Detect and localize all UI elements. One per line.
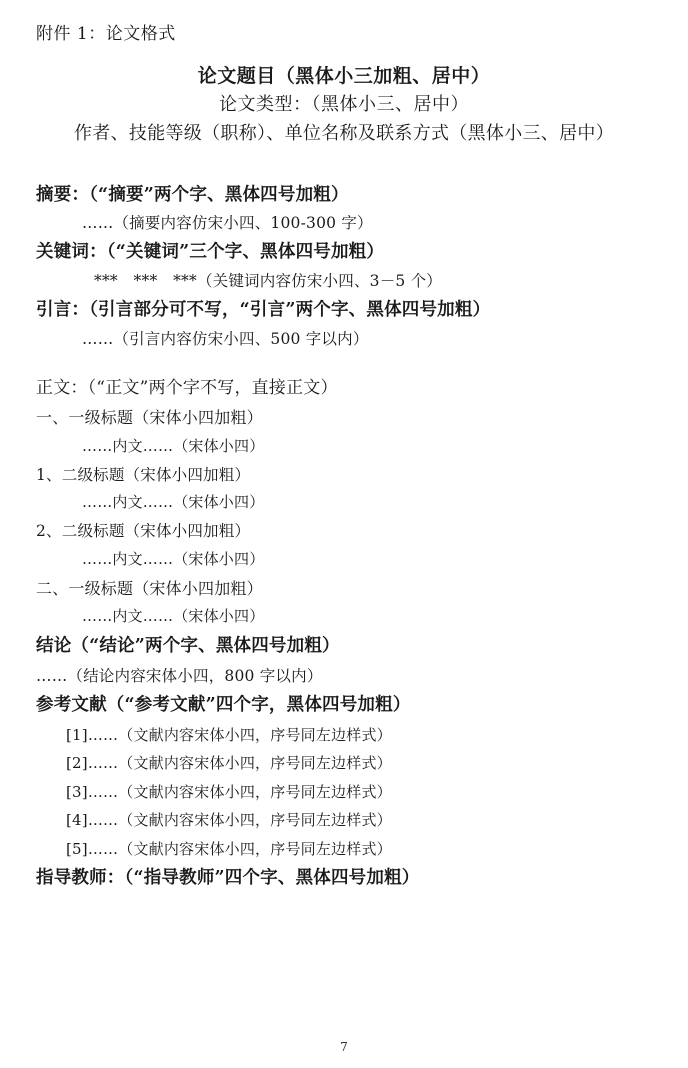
title-block (36, 62, 652, 148)
heading-level1-second: 二、一级标题（宋体小四加粗） (36, 578, 263, 598)
heading-level2-second: 2、二级标题（宋体小四加粗） (36, 522, 251, 541)
heading-level2-first: 1、二级标题（宋体小四加粗） (36, 465, 251, 484)
reference-item: [2]……（文献内容宋体小四，序号同左边样式） (66, 754, 392, 773)
references-heading: 参考文献（“参考文献”四个字，黑体四号加粗） (36, 695, 411, 716)
conclusion-body: ……（结论内容宋体小四，800 字以内） (36, 666, 323, 685)
conclusion-heading: 结论（“结论”两个字、黑体四号加粗） (36, 636, 340, 656)
attachment-label: 附件 1：论文格式 (36, 24, 176, 44)
advisor-heading: 指导教师：（“指导教师”四个字、黑体四号加粗） (36, 868, 420, 889)
keywords-body: *** *** ***（关键词内容仿宋小四、3－5 个） (94, 272, 443, 290)
reference-item: [3]……（文献内容宋体小四，序号同左边样式） (66, 782, 392, 801)
reference-item: [5]……（文献内容宋体小四，序号同左边样式） (66, 839, 392, 858)
document-subtitle: 论文类型：（黑体小三、居中） (219, 93, 469, 115)
introduction-body: ……（引言内容仿宋小四、500 字以内） (82, 329, 369, 348)
author-line: 作者、技能等级（职称）、单位名称及联系方式（黑体小三、居中） (74, 122, 614, 144)
maintext-heading: 正文：（“正文”两个字不写，直接正文） (36, 377, 338, 398)
spacer (36, 353, 652, 373)
reference-item: [1]……（文献内容宋体小四，序号同左边样式） (66, 725, 392, 744)
heading-level2-first-body: ……内文……（宋体小四） (82, 493, 265, 512)
reference-item: [4]……（文献内容宋体小四，序号同左边样式） (66, 811, 392, 830)
spacer (36, 154, 652, 180)
introduction-heading: 引言：（引言部分可不写，“引言”两个字、黑体四号加粗） (36, 300, 491, 321)
heading-level1-first-body: ……内文……（宋体小四） (82, 437, 265, 456)
heading-level1-first: 一、一级标题（宋体小四加粗） (36, 408, 263, 428)
abstract-heading: 摘要：（“摘要”两个字、黑体四号加粗） (36, 184, 349, 205)
page-title: 论文题目（黑体小三加粗、居中） (197, 64, 491, 87)
keywords-heading: 关键词：（“关键词”三个字、黑体四号加粗） (36, 242, 385, 263)
heading-level2-second-body: ……内文……（宋体小四） (82, 549, 265, 568)
page-number: 7 (340, 1040, 348, 1054)
heading-level1-second-body: ……内文……（宋体小四） (82, 607, 265, 626)
abstract-body: ……（摘要内容仿宋小四、100-300 字） (82, 214, 373, 233)
